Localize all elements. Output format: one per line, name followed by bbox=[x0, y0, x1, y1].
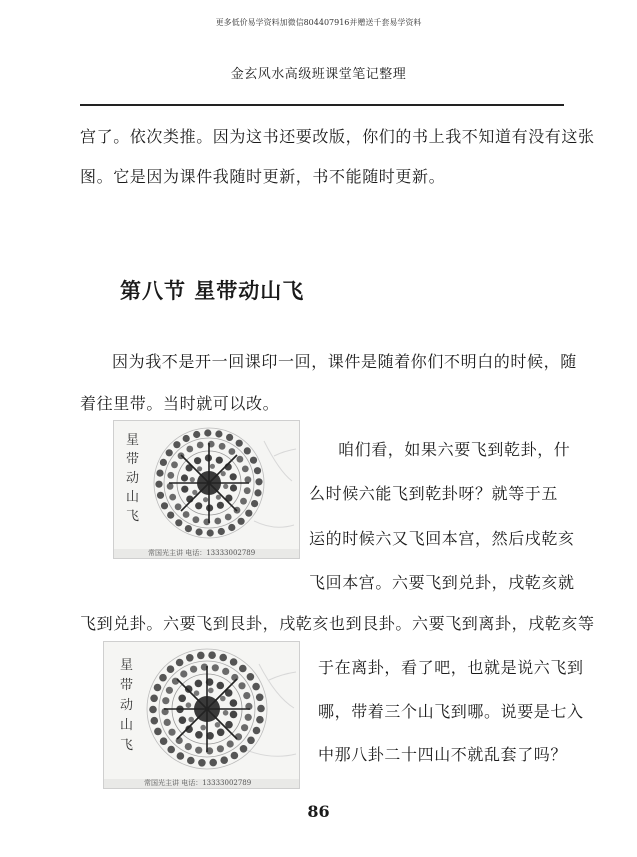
diagram-dot bbox=[240, 498, 247, 505]
diagram-dot bbox=[161, 502, 168, 509]
figure2-title-char: 带 bbox=[120, 678, 134, 693]
diagram-dot bbox=[197, 466, 202, 471]
diagram-dot bbox=[151, 717, 159, 725]
diagram-dot bbox=[244, 447, 251, 454]
figure2-title-char: 动 bbox=[120, 698, 134, 713]
diagram-dot bbox=[251, 500, 258, 507]
diagram-dot bbox=[157, 492, 164, 499]
diagram-dot bbox=[231, 752, 239, 760]
figure1-vertical-title bbox=[126, 431, 142, 526]
diagram-dot bbox=[235, 733, 242, 740]
figure1-title-char: 山 bbox=[126, 490, 140, 505]
diagram-dot bbox=[194, 457, 201, 464]
diagram-dot bbox=[187, 757, 195, 765]
diagram-dot bbox=[250, 457, 257, 464]
diagram-dot bbox=[188, 717, 194, 723]
figure2-footer: 常国光主讲 电话：13333002789 bbox=[144, 779, 252, 787]
diagram-dot bbox=[217, 729, 225, 737]
diagram-dot bbox=[197, 442, 204, 449]
paragraph3-line3: 运的时候六又飞回本宫，然后戌乾亥 bbox=[309, 529, 575, 548]
diagram-dot bbox=[256, 716, 264, 724]
diagram-dot bbox=[183, 511, 190, 518]
diagram-dot bbox=[221, 471, 226, 476]
diagram-dot bbox=[156, 470, 163, 477]
diagram-dot bbox=[186, 446, 193, 453]
diagram-dot bbox=[254, 489, 261, 496]
diagram-dot bbox=[257, 705, 265, 713]
diagram-dot bbox=[196, 528, 203, 535]
diagram-dot bbox=[164, 719, 171, 726]
diagram-dot bbox=[210, 464, 215, 469]
diagram-dot bbox=[216, 495, 221, 500]
diagram-dot bbox=[167, 746, 175, 754]
paragraph3-line6: 于在离卦，看了吧，也就是说六飞到 bbox=[318, 658, 584, 677]
diagram-dot bbox=[175, 503, 182, 510]
diagram-dot bbox=[178, 695, 186, 703]
diagram-dot bbox=[159, 674, 167, 682]
diagram-dot bbox=[256, 694, 264, 702]
diagram-dot bbox=[216, 457, 223, 464]
diagram-dot bbox=[185, 525, 192, 532]
diagram-dot bbox=[186, 702, 192, 708]
diagram-dot bbox=[166, 449, 173, 456]
diagram-dot bbox=[195, 747, 202, 754]
diagram-dot bbox=[244, 487, 251, 494]
diagram-dot bbox=[177, 752, 185, 760]
diagram-dot bbox=[215, 722, 221, 728]
diagram-dot bbox=[207, 529, 214, 536]
paragraph3-line7: 哪，带着三个山飞到哪。说要是七入 bbox=[318, 702, 584, 721]
figure2-title-char: 星 bbox=[120, 658, 134, 673]
diagram-dot bbox=[208, 688, 214, 694]
diagram-dot bbox=[237, 456, 244, 463]
diagram-dot bbox=[252, 683, 260, 691]
diagram-dot bbox=[208, 651, 216, 659]
diagram-dot bbox=[167, 483, 174, 490]
diagram-dot bbox=[167, 512, 174, 519]
diagram-dot bbox=[253, 727, 261, 735]
paragraph2-line2: 着往里带。当时就可以改。 bbox=[80, 394, 280, 413]
diagram-dot bbox=[173, 441, 180, 448]
paragraph3-line2: 么时候六能飞到乾卦呀？就等于五 bbox=[309, 484, 559, 503]
diagram-dot bbox=[160, 737, 168, 745]
diagram-dot bbox=[193, 431, 200, 438]
paragraph1-line1: 宫了。依次类推。因为这书还要改版，你们的书上我不知道有没有这张 bbox=[80, 127, 595, 146]
section-title: 第八节 星带动山飞 bbox=[120, 278, 305, 303]
diagram-dot bbox=[183, 435, 190, 442]
diagram-dot bbox=[192, 490, 197, 495]
diagram-dot bbox=[222, 668, 229, 675]
diagram-dot bbox=[241, 724, 248, 731]
figure2-title-char: 山 bbox=[120, 718, 134, 733]
diagram-dot bbox=[247, 673, 255, 681]
diagram-dot bbox=[166, 687, 173, 694]
diagram-dot bbox=[190, 477, 195, 482]
diagram-dot bbox=[179, 716, 187, 724]
running-header: 金玄风水高级班课堂笔记整理 bbox=[230, 67, 407, 82]
diagram-dot bbox=[168, 729, 175, 736]
diagram-dot bbox=[220, 696, 226, 702]
figure-star-diagram-1 bbox=[113, 420, 300, 559]
header-rule bbox=[80, 104, 564, 106]
diagram-dot bbox=[181, 486, 188, 493]
diagram-dot bbox=[197, 652, 205, 660]
figure-star-diagram-2 bbox=[103, 641, 300, 789]
diagram-dot bbox=[225, 514, 232, 521]
diagram-dot bbox=[217, 682, 225, 690]
diagram-dot bbox=[176, 737, 183, 744]
figure2-vertical-title bbox=[120, 656, 136, 756]
diagram-dot bbox=[230, 484, 237, 491]
diagram-dot bbox=[245, 476, 252, 483]
diagram-dot bbox=[245, 510, 252, 517]
diagram-dot bbox=[229, 448, 236, 455]
diagram-dot bbox=[215, 430, 222, 437]
diagram-dot bbox=[217, 745, 224, 752]
diagram-dot bbox=[193, 516, 200, 523]
diagram-dot bbox=[230, 699, 238, 707]
diagram-dot bbox=[231, 674, 238, 681]
paragraph1-line2: 图。它是因为课件我随时更新，书不能随时更新。 bbox=[80, 167, 446, 186]
diagram-dot bbox=[185, 743, 192, 750]
diagram-dot bbox=[238, 518, 245, 525]
paragraph3-line4: 飞回本宫。六要飞到兑卦，戌乾亥就 bbox=[309, 573, 575, 592]
paragraph3-line8: 中那八卦二十四山不就乱套了吗？ bbox=[318, 745, 568, 764]
diagram-dot bbox=[219, 654, 227, 662]
diagram-dot bbox=[195, 731, 203, 739]
diagram-dot bbox=[200, 725, 206, 731]
diagram-dot bbox=[238, 682, 245, 689]
diagram-dot bbox=[239, 665, 247, 673]
diagram-dot bbox=[167, 665, 175, 673]
diagram-dot bbox=[181, 474, 188, 481]
diagram-dot bbox=[154, 728, 162, 736]
diagram-dot bbox=[230, 658, 238, 666]
diagram-dot bbox=[172, 678, 179, 685]
top-note: 更多低价易学资料加微信804407916并赠送千套易学资料 bbox=[215, 18, 422, 27]
diagram-dot bbox=[167, 472, 174, 479]
diagram-dot bbox=[230, 711, 238, 719]
diagram-dot bbox=[214, 518, 221, 525]
diagram-dot bbox=[227, 740, 234, 747]
diagram-dot bbox=[212, 664, 219, 671]
figure1-footer: 常国光主讲 电话：13333002789 bbox=[148, 549, 256, 557]
diagram-dot bbox=[217, 502, 224, 509]
diagram-dot bbox=[150, 695, 158, 703]
diagram-dot bbox=[155, 481, 162, 488]
diagram-dot bbox=[171, 461, 178, 468]
diagram-dot bbox=[219, 443, 226, 450]
figure1-title-char: 星 bbox=[126, 433, 140, 448]
diagram-dot bbox=[154, 684, 162, 692]
figure1-title-char: 飞 bbox=[126, 509, 140, 524]
paragraph3-line1: 咱们看，如果六要飞到乾卦，什 bbox=[338, 440, 571, 459]
diagram-dot bbox=[236, 440, 243, 447]
figure1-title-char: 动 bbox=[126, 471, 140, 486]
diagram-dot bbox=[223, 710, 229, 716]
diagram-dot bbox=[245, 714, 252, 721]
diagram-dot bbox=[230, 473, 237, 480]
diagram-dot bbox=[209, 759, 217, 767]
diagram-dot bbox=[198, 759, 206, 767]
diagram-dot bbox=[195, 680, 203, 688]
diagram-dot bbox=[255, 478, 262, 485]
diagram-dot bbox=[194, 690, 200, 696]
diagram-dot bbox=[160, 459, 167, 466]
diagram-dot bbox=[203, 497, 208, 502]
diagram-dot bbox=[149, 706, 157, 714]
diagram-dot bbox=[223, 484, 228, 489]
diagram-dot bbox=[186, 654, 194, 662]
paragraph3-line5: 飞到兑卦。六要飞到艮卦，戌乾亥也到艮卦。六要飞到离卦，戌乾亥等 bbox=[80, 614, 595, 633]
figure1-title-char: 带 bbox=[126, 452, 140, 467]
diagram-dot bbox=[190, 666, 197, 673]
diagram-dot bbox=[175, 519, 182, 526]
diagram-dot bbox=[176, 659, 184, 667]
page-number: 86 bbox=[307, 802, 330, 821]
diagram-dot bbox=[240, 745, 248, 753]
diagram-dot bbox=[162, 697, 169, 704]
diagram-dot bbox=[243, 692, 250, 699]
diagram-dot bbox=[180, 670, 187, 677]
diagram-dot bbox=[220, 756, 228, 764]
diagram-dot bbox=[254, 467, 261, 474]
diagram-dot bbox=[247, 737, 255, 745]
diagram-dot bbox=[218, 528, 225, 535]
diagram-dot bbox=[226, 434, 233, 441]
diagram-dot bbox=[195, 502, 202, 509]
diagram-dot bbox=[242, 466, 249, 473]
diagram-dot bbox=[204, 429, 211, 436]
figure2-title-char: 飞 bbox=[120, 738, 134, 753]
paragraph2-line1: 因为我不是开一回课印一回，课件是随着你们不明白的时候，随 bbox=[112, 352, 577, 371]
diagram-dot bbox=[228, 524, 235, 531]
diagram-dot bbox=[169, 494, 176, 501]
